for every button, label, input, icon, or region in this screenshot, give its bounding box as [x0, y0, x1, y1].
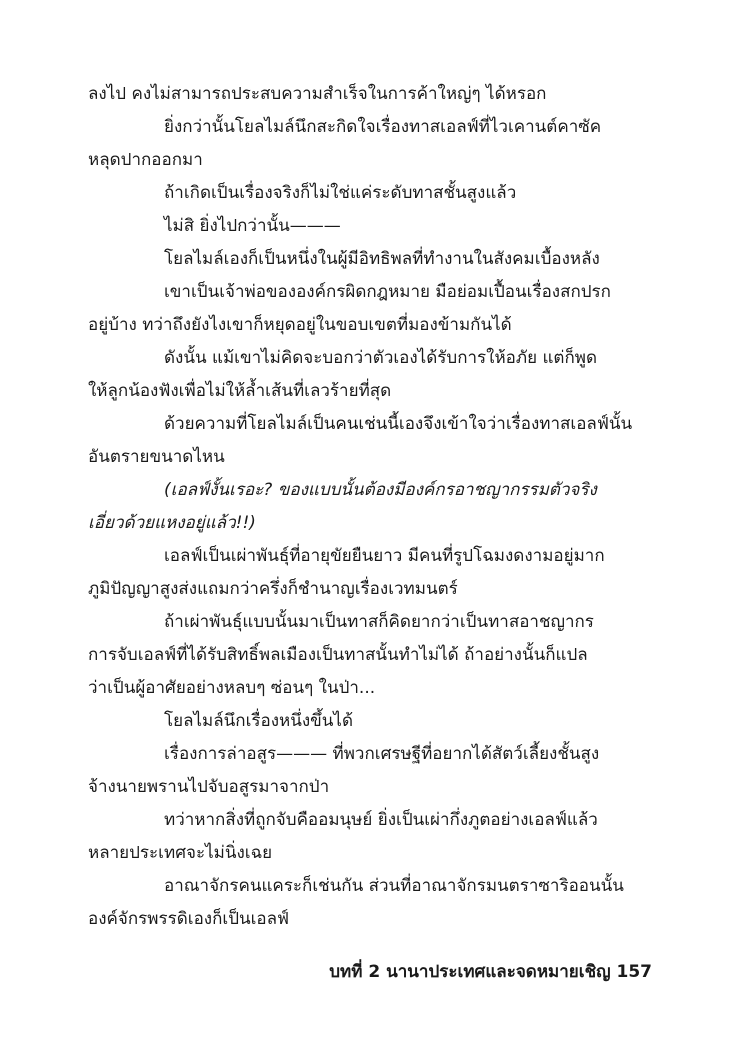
text-line-10: ให้ลูกน้องฟังเพื่อไม่ให้ล้ำเส้นที่เลวร้ายที่สุด	[88, 381, 392, 401]
text-line-20: โยลไมล์นึกเรื่องหนึ่งขึ้นได้	[164, 711, 354, 731]
text-line-18: การจับเอลฟ์ที่ได้รับสิทธิ์พลเมืองเป็นทาสนั้นทำไม่ได้ ถ้าอย่างนั้นก็แปล	[88, 645, 588, 665]
text-line-3: หลุดปากออกมา	[88, 150, 203, 170]
text-line-16: ภูมิปัญญาสูงส่งแถมกว่าครึ่งก็ชำนาญเรื่องเวทมนตร์	[88, 579, 458, 599]
text-line-25: อาณาจักรคนแคระก็เช่นกัน ส่วนที่อาณาจักรมนตราซาริออนนั้น	[164, 876, 624, 896]
text-line-24: หลายประเทศจะไม่นิ่งเฉย	[88, 843, 273, 863]
text-line-8: อยู่บ้าง ทว่าถึงยังไงเขาก็หยุดอยู่ในขอบเขตที่มองข้ามกันได้	[88, 315, 512, 335]
text-line-2: ยิ่งกว่านั้นโยลไมล์นึกสะกิดใจเรื่องทาสเอลฟ์ที่ไวเคานต์คาซัค	[164, 117, 602, 137]
text-line-7: เขาเป็นเจ้าพ่อขององค์กรผิดกฎหมาย มือย่อมเปื้อนเรื่องสกปรก	[164, 282, 611, 302]
text-line-6: โยลไมล์เองก็เป็นหนึ่งในผู้มีอิทธิพลที่ทำงานในสังคมเบื้องหลัง	[164, 249, 600, 269]
text-line-17: ถ้าเผ่าพันธุ์แบบนั้นมาเป็นทาสก็คิดยากว่าเป็นทาสอาชญากร	[164, 612, 594, 632]
text-line-1: ลงไป คงไม่สามารถประสบความสำเร็จในการค้าใหญ่ๆ ได้หรอก	[88, 84, 547, 104]
text-line-4: ถ้าเกิดเป็นเรื่องจริงก็ไม่ใช่แค่ระดับทาสชั้นสูงแล้ว	[164, 183, 517, 203]
thought-line-2: เอี่ยวด้วยแหงอยู่แล้ว!!)	[88, 513, 256, 533]
page-body	[88, 78, 652, 936]
text-line-23: ทว่าหากสิ่งที่ถูกจับคืออมนุษย์ ยิ่งเป็นเผ่ากึ่งภูตอย่างเอลฟ์แล้ว	[164, 810, 598, 830]
text-line-22: จ้างนายพรานไปจับอสูรมาจากป่า	[88, 777, 330, 797]
text-line-19: ว่าเป็นผู้อาศัยอย่างหลบๆ ซ่อนๆ ในป่า...	[88, 678, 376, 698]
text-line-15: เอลฟ์เป็นเผ่าพันธุ์ที่อายุขัยยืนยาว มีคนที่รูปโฉมงดงามอยู่มาก	[164, 546, 605, 566]
text-line-12: อันตรายขนาดไหน	[88, 447, 225, 467]
text-line-11: ด้วยความที่โยลไมล์เป็นคนเช่นนี้เองจึงเข้าใจว่าเรื่องทาสเอลฟ์นั้น	[164, 414, 633, 434]
thought-line-1: (เอลฟ์งั้นเรอะ? ของแบบนั้นต้องมีองค์กรอาชญากรรมตัวจริง	[164, 480, 597, 500]
text-line-9: ดังนั้น แม้เขาไม่คิดจะบอกว่าตัวเองได้รับการให้อภัย แต่ก็พูด	[164, 348, 597, 368]
text-line-26: องค์จักรพรรดิเองก็เป็นเอลฟ์	[88, 909, 290, 929]
text-line-5: ไม่สิ ยิ่งไปกว่านั้น———	[164, 216, 341, 236]
text-line-21: เรื่องการล่าอสูร——— ที่พวกเศรษฐีที่อยากได้สัตว์เลี้ยงชั้นสูง	[164, 744, 600, 764]
page-footer: บทที่ 2 นานาประเทศและจดหมายเชิญ 157	[329, 962, 652, 982]
